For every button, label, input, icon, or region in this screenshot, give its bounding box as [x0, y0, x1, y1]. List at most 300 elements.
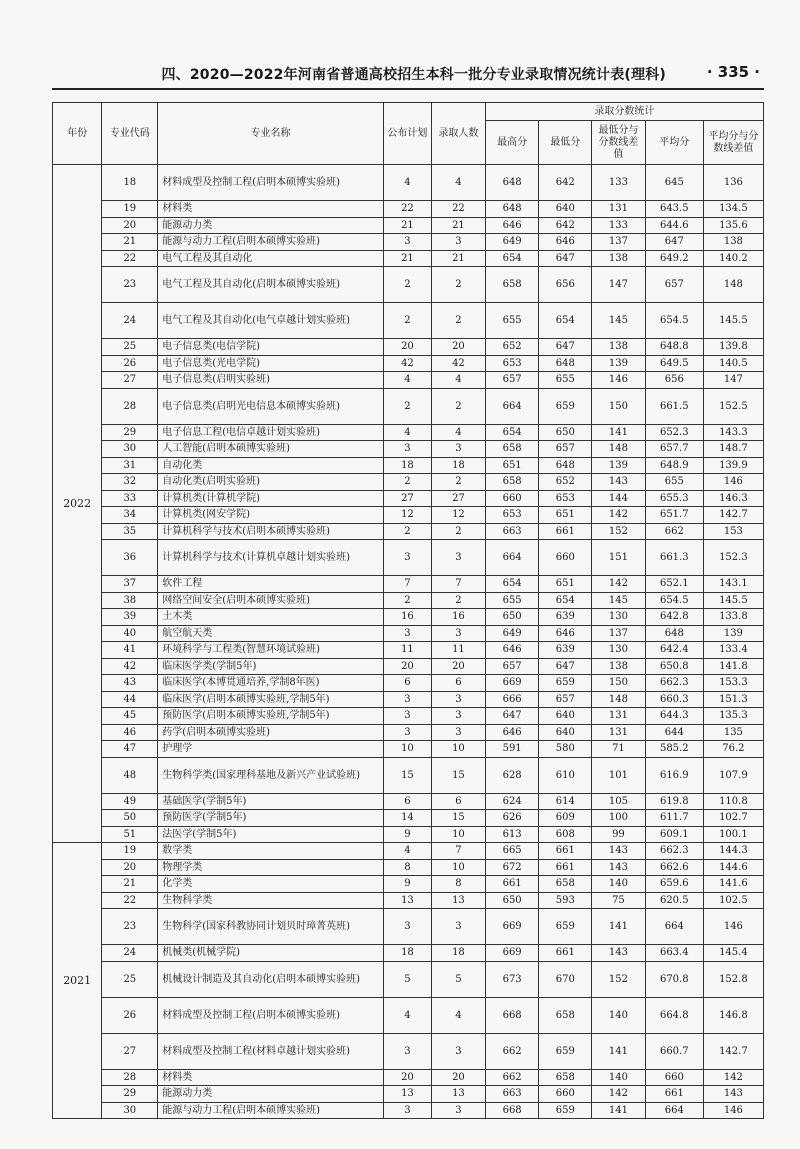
min-diff-cell: 138: [592, 250, 646, 267]
avg-cell: 661.3: [645, 540, 703, 576]
avg-diff-cell: 143.1: [703, 576, 763, 593]
avg-diff-cell: 151.3: [703, 691, 763, 708]
max-cell: 653: [485, 355, 539, 372]
admitted-cell: 21: [432, 250, 486, 267]
code-cell: 49: [102, 793, 158, 810]
name-cell: 能源动力类: [158, 217, 384, 234]
min-diff-cell: 71: [592, 741, 646, 758]
min-cell: 593: [539, 892, 592, 909]
col-name-header: 专业名称: [158, 103, 384, 165]
table-row: [53, 234, 764, 251]
admitted-cell: 3: [432, 708, 486, 725]
avg-cell: 648.9: [645, 457, 703, 474]
min-cell: 642: [539, 217, 592, 234]
avg-diff-cell: 102.7: [703, 810, 763, 827]
table-row: [53, 793, 764, 810]
max-cell: 648: [485, 201, 539, 218]
col-max-header: 最高分: [485, 121, 539, 165]
avg-cell: 660: [645, 1069, 703, 1086]
avg-cell: 611.7: [645, 810, 703, 827]
avg-diff-cell: 146: [703, 1102, 763, 1119]
avg-diff-cell: 146.3: [703, 490, 763, 507]
admitted-cell: 6: [432, 793, 486, 810]
plan-cell: 20: [383, 1069, 431, 1086]
avg-diff-cell: 144.6: [703, 859, 763, 876]
name-cell: 计算机类(网安学院): [158, 507, 384, 524]
code-cell: 33: [102, 490, 158, 507]
year-cell: 2022: [53, 165, 102, 843]
avg-cell: 645: [645, 165, 703, 201]
table-row: [53, 523, 764, 540]
avg-diff-cell: 135.6: [703, 217, 763, 234]
name-cell: 数学类: [158, 843, 384, 860]
min-cell: 609: [539, 810, 592, 827]
code-cell: 29: [102, 424, 158, 441]
min-diff-cell: 101: [592, 757, 646, 793]
max-cell: 668: [485, 1102, 539, 1119]
avg-cell: 650.8: [645, 658, 703, 675]
admitted-cell: 7: [432, 843, 486, 860]
admitted-cell: 3: [432, 1033, 486, 1069]
name-cell: 电气工程及其自动化(启明本硕博实验班): [158, 267, 384, 303]
avg-diff-cell: 144.3: [703, 843, 763, 860]
code-cell: 42: [102, 658, 158, 675]
code-cell: 22: [102, 892, 158, 909]
name-cell: 计算机科学与技术(启明本硕博实验班): [158, 523, 384, 540]
max-cell: 669: [485, 945, 539, 962]
col-min-diff-header: 最低分与分数线差值: [592, 121, 646, 165]
name-cell: 预防医学(启明本硕博实验班,学制5年): [158, 708, 384, 725]
plan-cell: 3: [383, 234, 431, 251]
plan-cell: 2: [383, 388, 431, 424]
code-cell: 51: [102, 826, 158, 843]
table-row: [53, 876, 764, 893]
max-cell: 664: [485, 388, 539, 424]
max-cell: 649: [485, 234, 539, 251]
plan-cell: 4: [383, 424, 431, 441]
avg-diff-cell: 145.5: [703, 303, 763, 339]
admitted-cell: 20: [432, 658, 486, 675]
name-cell: 材料成型及控制工程(材料卓越计划实验班): [158, 1033, 384, 1069]
min-diff-cell: 131: [592, 201, 646, 218]
admitted-cell: 21: [432, 217, 486, 234]
code-cell: 28: [102, 1069, 158, 1086]
name-cell: 自动化类(启明实验班): [158, 474, 384, 491]
avg-cell: 609.1: [645, 826, 703, 843]
name-cell: 计算机科学与技术(计算机卓越计划实验班): [158, 540, 384, 576]
avg-cell: 657: [645, 267, 703, 303]
avg-cell: 656: [645, 372, 703, 389]
code-cell: 35: [102, 523, 158, 540]
name-cell: 机械设计制造及其自动化(启明本硕博实验班): [158, 961, 384, 997]
code-cell: 40: [102, 625, 158, 642]
score-stats-header: 录取分数统计: [485, 103, 763, 121]
col-avg-header: 平均分: [645, 121, 703, 165]
min-cell: 654: [539, 592, 592, 609]
admitted-cell: 6: [432, 675, 486, 692]
avg-cell: 664: [645, 909, 703, 945]
avg-diff-cell: 76.2: [703, 741, 763, 758]
code-cell: 43: [102, 675, 158, 692]
avg-diff-cell: 153: [703, 523, 763, 540]
max-cell: 647: [485, 708, 539, 725]
min-diff-cell: 140: [592, 876, 646, 893]
avg-diff-cell: 135.3: [703, 708, 763, 725]
table-row: [53, 490, 764, 507]
code-cell: 45: [102, 708, 158, 725]
name-cell: 材料成型及控制工程(启明本硕博实验班): [158, 165, 384, 201]
name-cell: 电子信息类(启明实验班): [158, 372, 384, 389]
table-row: [53, 267, 764, 303]
plan-cell: 3: [383, 724, 431, 741]
avg-cell: 652.3: [645, 424, 703, 441]
table-row: [53, 388, 764, 424]
table-row: [53, 658, 764, 675]
avg-diff-cell: 141.6: [703, 876, 763, 893]
col-code-header: 专业代码: [102, 103, 158, 165]
min-cell: 646: [539, 234, 592, 251]
min-cell: 639: [539, 642, 592, 659]
name-cell: 人工智能(启明本硕博实验班): [158, 441, 384, 458]
avg-diff-cell: 153.3: [703, 675, 763, 692]
max-cell: 655: [485, 592, 539, 609]
plan-cell: 3: [383, 1102, 431, 1119]
min-diff-cell: 143: [592, 474, 646, 491]
code-cell: 44: [102, 691, 158, 708]
table-row: [53, 165, 764, 201]
plan-cell: 18: [383, 457, 431, 474]
min-cell: 640: [539, 708, 592, 725]
min-diff-cell: 145: [592, 303, 646, 339]
table-row: [53, 1086, 764, 1103]
plan-cell: 3: [383, 708, 431, 725]
plan-cell: 3: [383, 625, 431, 642]
name-cell: 物理学类: [158, 859, 384, 876]
min-cell: 661: [539, 859, 592, 876]
table-row: [53, 609, 764, 626]
plan-cell: 9: [383, 826, 431, 843]
max-cell: 653: [485, 507, 539, 524]
table-row: [53, 1102, 764, 1119]
avg-cell: 649.5: [645, 355, 703, 372]
min-diff-cell: 148: [592, 691, 646, 708]
plan-cell: 6: [383, 675, 431, 692]
plan-cell: 6: [383, 793, 431, 810]
admitted-cell: 13: [432, 1086, 486, 1103]
name-cell: 能源动力类: [158, 1086, 384, 1103]
avg-diff-cell: 139: [703, 625, 763, 642]
max-cell: 658: [485, 267, 539, 303]
admission-table: [52, 102, 764, 1119]
name-cell: 临床医学类(学制5年): [158, 658, 384, 675]
max-cell: 658: [485, 474, 539, 491]
admitted-cell: 4: [432, 424, 486, 441]
code-cell: 19: [102, 843, 158, 860]
plan-cell: 21: [383, 217, 431, 234]
admitted-cell: 3: [432, 724, 486, 741]
table-row: [53, 507, 764, 524]
code-cell: 30: [102, 441, 158, 458]
name-cell: 机械类(机械学院): [158, 945, 384, 962]
min-diff-cell: 152: [592, 523, 646, 540]
min-cell: 658: [539, 1069, 592, 1086]
min-cell: 658: [539, 876, 592, 893]
max-cell: 673: [485, 961, 539, 997]
min-diff-cell: 151: [592, 540, 646, 576]
admitted-cell: 4: [432, 372, 486, 389]
avg-cell: 670.8: [645, 961, 703, 997]
plan-cell: 2: [383, 474, 431, 491]
code-cell: 39: [102, 609, 158, 626]
admitted-cell: 10: [432, 826, 486, 843]
admitted-cell: 11: [432, 642, 486, 659]
name-cell: 能源与动力工程(启明本硕博实验班): [158, 234, 384, 251]
col-min-header: 最低分: [539, 121, 592, 165]
plan-cell: 14: [383, 810, 431, 827]
admitted-cell: 13: [432, 892, 486, 909]
min-diff-cell: 142: [592, 507, 646, 524]
table-row: [53, 945, 764, 962]
avg-cell: 664.8: [645, 997, 703, 1033]
max-cell: 650: [485, 892, 539, 909]
avg-diff-cell: 143: [703, 1086, 763, 1103]
max-cell: 663: [485, 1086, 539, 1103]
plan-cell: 15: [383, 757, 431, 793]
admitted-cell: 22: [432, 201, 486, 218]
min-cell: 608: [539, 826, 592, 843]
plan-cell: 4: [383, 843, 431, 860]
min-diff-cell: 147: [592, 267, 646, 303]
avg-diff-cell: 133.4: [703, 642, 763, 659]
admitted-cell: 27: [432, 490, 486, 507]
admitted-cell: 4: [432, 165, 486, 201]
plan-cell: 18: [383, 945, 431, 962]
min-diff-cell: 142: [592, 1086, 646, 1103]
table-row: [53, 757, 764, 793]
code-cell: 20: [102, 859, 158, 876]
table-row: [53, 1033, 764, 1069]
code-cell: 31: [102, 457, 158, 474]
avg-cell: 662.3: [645, 675, 703, 692]
table-row: [53, 217, 764, 234]
avg-cell: 644.6: [645, 217, 703, 234]
min-cell: 657: [539, 691, 592, 708]
admitted-cell: 3: [432, 909, 486, 945]
min-cell: 659: [539, 1102, 592, 1119]
code-cell: 20: [102, 217, 158, 234]
plan-cell: 22: [383, 201, 431, 218]
plan-cell: 4: [383, 165, 431, 201]
max-cell: 646: [485, 217, 539, 234]
max-cell: 613: [485, 826, 539, 843]
code-cell: 41: [102, 642, 158, 659]
min-cell: 647: [539, 658, 592, 675]
admitted-cell: 3: [432, 691, 486, 708]
min-cell: 656: [539, 267, 592, 303]
min-diff-cell: 133: [592, 165, 646, 201]
avg-cell: 654.5: [645, 303, 703, 339]
min-cell: 655: [539, 372, 592, 389]
min-diff-cell: 100: [592, 810, 646, 827]
max-cell: 664: [485, 540, 539, 576]
avg-cell: 663.4: [645, 945, 703, 962]
plan-cell: 4: [383, 997, 431, 1033]
avg-diff-cell: 147: [703, 372, 763, 389]
avg-cell: 662.3: [645, 843, 703, 860]
min-diff-cell: 130: [592, 642, 646, 659]
max-cell: 654: [485, 250, 539, 267]
code-cell: 36: [102, 540, 158, 576]
code-cell: 30: [102, 1102, 158, 1119]
avg-diff-cell: 146: [703, 909, 763, 945]
table-row: [53, 201, 764, 218]
admitted-cell: 10: [432, 741, 486, 758]
table-row: [53, 339, 764, 356]
avg-diff-cell: 135: [703, 724, 763, 741]
col-avg-diff-header: 平均分与分数线差值: [703, 121, 763, 165]
avg-diff-cell: 136: [703, 165, 763, 201]
name-cell: 生物科学类(国家理科基地及新兴产业试验班): [158, 757, 384, 793]
min-diff-cell: 141: [592, 909, 646, 945]
name-cell: 软件工程: [158, 576, 384, 593]
table-body: [53, 165, 764, 1119]
max-cell: 626: [485, 810, 539, 827]
table-row: [53, 355, 764, 372]
page-header: [52, 58, 764, 90]
avg-diff-cell: 141.8: [703, 658, 763, 675]
max-cell: 628: [485, 757, 539, 793]
table-row: [53, 843, 764, 860]
min-diff-cell: 137: [592, 234, 646, 251]
table-row: [53, 741, 764, 758]
avg-cell: 648.8: [645, 339, 703, 356]
avg-cell: 648: [645, 625, 703, 642]
col-year-header: 年份: [53, 103, 102, 165]
avg-diff-cell: 140.2: [703, 250, 763, 267]
avg-cell: 647: [645, 234, 703, 251]
avg-diff-cell: 140.5: [703, 355, 763, 372]
avg-cell: 643.5: [645, 201, 703, 218]
admitted-cell: 15: [432, 810, 486, 827]
plan-cell: 27: [383, 490, 431, 507]
name-cell: 电子信息类(启明光电信息本硕博实验班): [158, 388, 384, 424]
table-row: [53, 892, 764, 909]
min-cell: 647: [539, 339, 592, 356]
avg-cell: 644: [645, 724, 703, 741]
code-cell: 22: [102, 250, 158, 267]
min-cell: 659: [539, 909, 592, 945]
plan-cell: 3: [383, 540, 431, 576]
table-row: [53, 642, 764, 659]
code-cell: 23: [102, 909, 158, 945]
avg-diff-cell: 145.5: [703, 592, 763, 609]
min-diff-cell: 141: [592, 1033, 646, 1069]
table-row: [53, 724, 764, 741]
plan-cell: 3: [383, 441, 431, 458]
code-cell: 34: [102, 507, 158, 524]
plan-cell: 2: [383, 267, 431, 303]
min-diff-cell: 139: [592, 457, 646, 474]
min-diff-cell: 140: [592, 1069, 646, 1086]
admitted-cell: 2: [432, 303, 486, 339]
plan-cell: 13: [383, 1086, 431, 1103]
avg-diff-cell: 142.7: [703, 1033, 763, 1069]
max-cell: 646: [485, 642, 539, 659]
table-row: [53, 859, 764, 876]
min-diff-cell: 145: [592, 592, 646, 609]
table-row: [53, 474, 764, 491]
min-cell: 659: [539, 388, 592, 424]
avg-cell: 662.6: [645, 859, 703, 876]
plan-cell: 3: [383, 691, 431, 708]
code-cell: 27: [102, 372, 158, 389]
avg-cell: 620.5: [645, 892, 703, 909]
code-cell: 47: [102, 741, 158, 758]
name-cell: 临床医学(启明本硕博实验班,学制5年): [158, 691, 384, 708]
avg-diff-cell: 152.3: [703, 540, 763, 576]
table-row: [53, 303, 764, 339]
max-cell: 655: [485, 303, 539, 339]
min-cell: 651: [539, 576, 592, 593]
plan-cell: 2: [383, 592, 431, 609]
admitted-cell: 3: [432, 441, 486, 458]
code-cell: 19: [102, 201, 158, 218]
plan-cell: 7: [383, 576, 431, 593]
min-diff-cell: 146: [592, 372, 646, 389]
min-cell: 654: [539, 303, 592, 339]
plan-cell: 9: [383, 876, 431, 893]
min-diff-cell: 130: [592, 609, 646, 626]
table-row: [53, 675, 764, 692]
avg-cell: 655: [645, 474, 703, 491]
min-cell: 659: [539, 1033, 592, 1069]
plan-cell: 21: [383, 250, 431, 267]
admitted-cell: 18: [432, 457, 486, 474]
table-row: [53, 592, 764, 609]
code-cell: 50: [102, 810, 158, 827]
min-cell: 614: [539, 793, 592, 810]
avg-diff-cell: 107.9: [703, 757, 763, 793]
name-cell: 化学类: [158, 876, 384, 893]
avg-cell: 654.5: [645, 592, 703, 609]
admitted-cell: 12: [432, 507, 486, 524]
min-diff-cell: 152: [592, 961, 646, 997]
max-cell: 660: [485, 490, 539, 507]
min-cell: 659: [539, 675, 592, 692]
min-diff-cell: 99: [592, 826, 646, 843]
admitted-cell: 2: [432, 592, 486, 609]
min-cell: 610: [539, 757, 592, 793]
code-cell: 32: [102, 474, 158, 491]
name-cell: 电子信息类(电信学院): [158, 339, 384, 356]
min-diff-cell: 131: [592, 724, 646, 741]
plan-cell: 4: [383, 372, 431, 389]
name-cell: 基础医学(学制5年): [158, 793, 384, 810]
min-cell: 653: [539, 490, 592, 507]
avg-diff-cell: 152.8: [703, 961, 763, 997]
min-cell: 670: [539, 961, 592, 997]
table-row: [53, 441, 764, 458]
code-cell: 25: [102, 961, 158, 997]
name-cell: 能源与动力工程(启明本硕博实验班): [158, 1102, 384, 1119]
plan-cell: 20: [383, 658, 431, 675]
admitted-cell: 10: [432, 859, 486, 876]
code-cell: 24: [102, 945, 158, 962]
max-cell: 624: [485, 793, 539, 810]
avg-cell: 642.8: [645, 609, 703, 626]
min-diff-cell: 138: [592, 658, 646, 675]
avg-cell: 642.4: [645, 642, 703, 659]
